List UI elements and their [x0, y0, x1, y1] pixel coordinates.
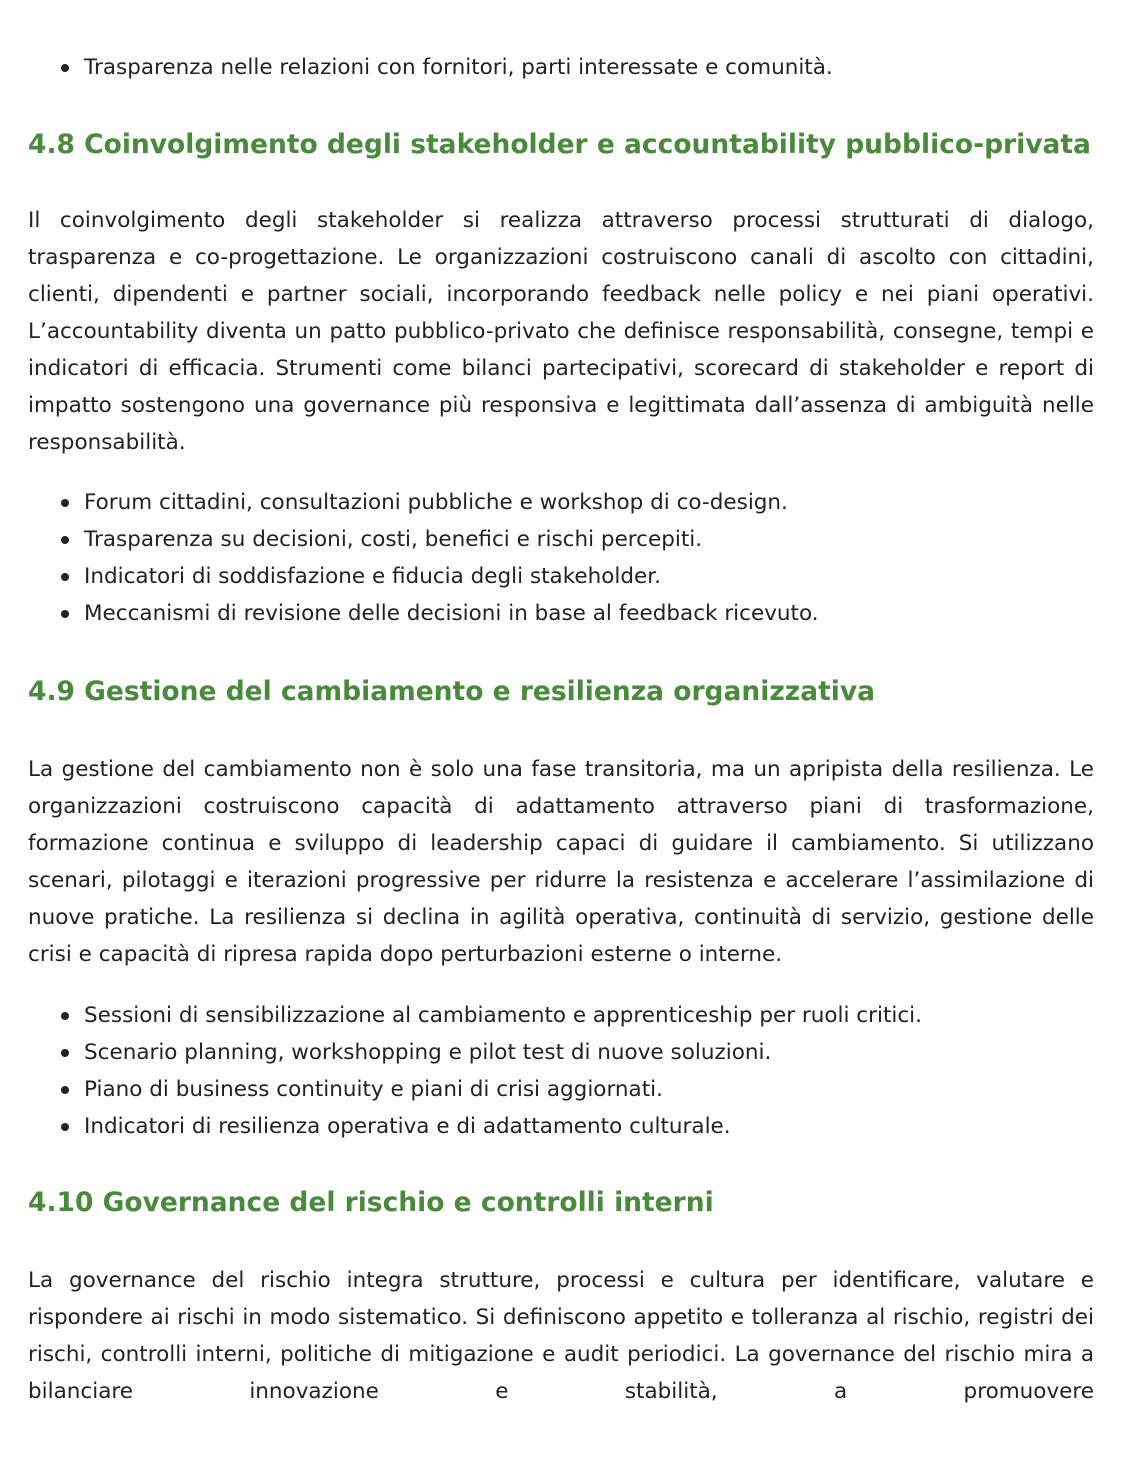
section-heading-4-8: 4.8 Coinvolgimento degli stakeholder e accountability pubblico-privata: [28, 129, 1091, 160]
section-paragraph-4-9: La gestione del cambiamento non è solo una fase transitoria, ma un apripista della resilienza. Le organizzazioni costruiscono capacità di adattamento attraverso piani di trasformazione, formazione continua e sviluppo di leadership capaci di guidare il cambiamento. Si utilizzano scenari, pilotaggi e iterazioni progressive per ridurre la resistenza e accelerare l’assimilazione di nuove pratiche. La resilienza si declina in agilità operativa, continuità di servizio, gestione delle crisi e capacità di ripresa rapida dopo perturbazioni esterne o interne.: [28, 757, 1094, 967]
list-item: Indicatori di resilienza operativa e di adattamento culturale.: [84, 1108, 1094, 1145]
list-item: Trasparenza su decisioni, costi, benefici e rischi percepiti.: [84, 521, 1094, 558]
section-paragraph-4-8: Il coinvolgimento degli stakeholder si realizza attraverso processi strutturati di dialogo, trasparenza e co-progettazione. Le organizzazioni costruiscono canali di ascolto con cittadini, clienti, dipendenti e partner sociali, incorporando feedback nelle policy e nei piani operativi. L’accountability diventa un patto pubblico-privato che definisce responsabilità, consegne, tempi e indicatori di efficacia. Strumenti come bilanci partecipativi, scorecard di stakeholder e report di impatto sostengono una governance più responsiva e legittimata dall’assenza di ambiguità nelle responsabilità.: [28, 208, 1094, 455]
section-heading-4-10: 4.10 Governance del rischio e controlli interni: [28, 1187, 714, 1218]
section-heading-4-9: 4.9 Gestione del cambiamento e resilienza organizzativa: [28, 676, 875, 707]
list-item: Scenario planning, workshopping e pilot test di nuove soluzioni.: [84, 1034, 1094, 1071]
bullet-list-4-9: [28, 997, 1094, 1145]
bullet-list-4-8: [28, 484, 1094, 632]
list-item: Piano di business continuity e piani di crisi aggiornati.: [84, 1071, 1094, 1108]
list-item: Meccanismi di revisione delle decisioni in base al feedback ricevuto.: [84, 595, 1094, 632]
list-item: Trasparenza nelle relazioni con fornitori, parti interessate e comunità.: [84, 49, 1094, 86]
list-item: Forum cittadini, consultazioni pubbliche e workshop di co-design.: [84, 484, 1094, 521]
list-item: Sessioni di sensibilizzazione al cambiamento e apprenticeship per ruoli critici.: [84, 997, 1094, 1034]
list-item: Indicatori di soddisfazione e fiducia degli stakeholder.: [84, 558, 1094, 595]
bullet-list-top: [28, 0, 1094, 86]
section-paragraph-4-10: La governance del rischio integra strutture, processi e cultura per identificare, valutare e rispondere ai rischi in modo sistematico. Si definiscono appetito e tolleranza al rischio, registri dei rischi, controlli interni, politiche di mitigazione e audit periodici. La governance del rischio mira a bilanciare innovazione e stabilità, a promuovere: [28, 1268, 1094, 1404]
